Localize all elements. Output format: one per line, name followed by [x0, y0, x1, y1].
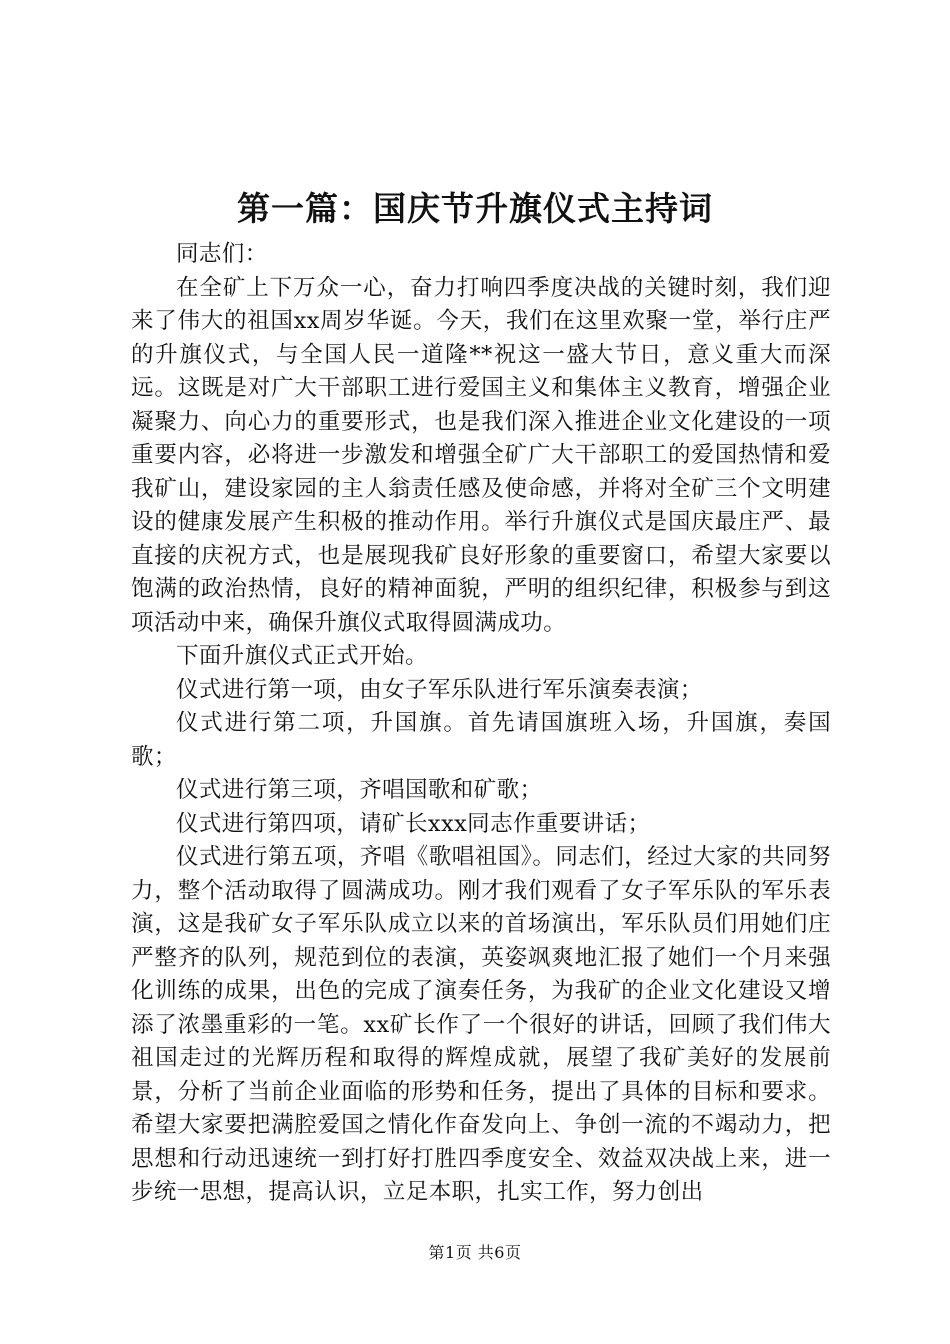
page-footer: 第1页 共6页: [428, 1243, 522, 1262]
paragraph-item-2: 仪式进行第二项，升国旗。首先请国旗班入场，升国旗，奏国歌；: [131, 710, 831, 770]
paragraph-item-4: 仪式进行第四项，请矿长xxx同志作重要讲话；: [176, 810, 651, 837]
paragraph-item-3: 仪式进行第三项，齐唱国歌和矿歌；: [176, 777, 543, 803]
paragraph-item-5: 仪式进行第五项，齐唱《歌唱祖国》。同志们，经过大家的共同努力，整个活动取得了圆满成功。刚才我们观看了女子军乐队的军乐表演，这是我矿女子军乐队成立以来的首场演出，军乐队员们用她们庄严整齐的队列，规范到位的表演，英姿飒爽地汇报了她们一个月来强化训练的成果，出色的完成了演奏任务，为我矿的企业文化建设又增添了浓墨重彩的一笔。xx矿长作了一个很好的讲话，回顾了我们伟大祖国走过的光辉历程和取得的辉煌成就，展望了我矿美好的发展前景，分析了当前企业面临的形势和任务，提出了具体的目标和要求。希望大家要把满腔爱国之情化作奋发向上、争创一流的不竭动力，把思想和行动迅速统一到打好打胜四季度安全、效益双决战上来，进一步统一思想，提高认识，立足本职，扎实工作，努力创出: [131, 844, 831, 1205]
document-body: [131, 238, 831, 1210]
paragraph-salutation: 同志们：: [176, 241, 268, 267]
document-title: 第一篇：国庆节升旗仪式主持词: [237, 189, 713, 228]
paragraph-start: 下面升旗仪式正式开始。: [176, 643, 428, 669]
paragraph-opening: 在全矿上下万众一心，奋力打响四季度决战的关键时刻，我们迎来了伟大的祖国xx周岁华诞。今天，我们在这里欢聚一堂，举行庄严的升旗仪式，与全国人民一道隆**祝这一盛大节日，意义重大而深远。这既是对广大干部职工进行爱国主义和集体主义教育，增强企业凝聚力、向心力的重要形式，也是我们深入推进企业文化建设的一项重要内容，必将进一步激发和增强全矿广大干部职工的爱国热情和爱我矿山，建设家园的主人翁责任感及使命感，并将对全矿三个文明建设的健康发展产生积极的推动作用。举行升旗仪式是国庆最庄严、最直接的庆祝方式，也是展现我矿良好形象的重要窗口，希望大家要以饱满的政治热情，良好的精神面貌，严明的组织纪律，积极参与到这项活动中来，确保升旗仪式取得圆满成功。: [131, 274, 831, 636]
paragraph-item-1: 仪式进行第一项，由女子军乐队进行军乐演奏表演；: [176, 676, 703, 703]
